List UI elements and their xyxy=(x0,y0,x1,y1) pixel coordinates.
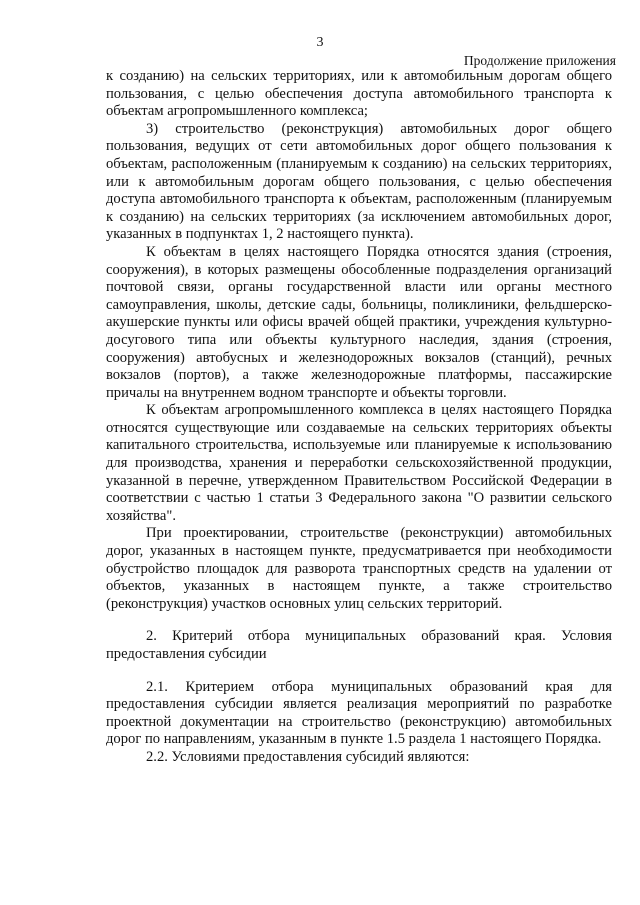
paragraph-2-2: 2.2. Условиями предоставления субсидий являются: xyxy=(146,748,470,765)
paragraph-2-1: 2.1. Критерием отбора муниципальных образований края для предоставления субсидии является реализация мероприятий по разработке проектной документации на строительство (реконструкцию) автомобильных дорог по направлениям, указанным в пункте 1.5 раздела 1 настоящего Порядка. xyxy=(106,678,612,748)
paragraph-agro-objects: К объектам агропромышленного комплекса в целях настоящего Порядка относятся существующие или создаваемые на сельских территориях объекты капитального строительства, используемые или планируемые к использованию для производства, хранения и переработки сельскохозяйственной продукции, указанной в перечне, утвержденном Правительством Российской Федерации в соответствии с частью 1 статьи 3 Федерального закона "О развитии сельского хозяйства". xyxy=(106,402,612,524)
continuation-note: Продолжение приложения xyxy=(463,53,616,68)
page-number: 3 xyxy=(316,35,324,50)
section-heading-2: 2. Критерий отбора муниципальных образований края. Условия предоставления субсидии xyxy=(106,628,612,662)
paragraph-item-3: 3) строительство (реконструкция) автомобильных дорог общего пользования, ведущих от сети автомобильных дорог общего пользования к объектам, расположенным (планируемым к созданию) на сельских территориях, или к автомобильным дорогам общего пользования, с целью обеспечения доступа автомобильного транспорта к объектам, расположенным (планируемым к созданию) на сельских территориях (за исключением автомобильных дорог, указанных в подпунктах 1, 2 настоящего пункта). xyxy=(106,120,612,243)
paragraph-objects: К объектам в целях настоящего Порядка относятся здания (строения, сооружения), в которых размещены обособленные подразделения организаций почтовой связи, органы государственной власти или органы местного самоуправления, школы, детские сады, больницы, поликлиники, фельдшерско-акушерские пункты или офисы врачей общей практики, учреждения культурно-досугового типа или объекты культурного наследия, здания (строения, сооружения) автобусных и железнодорожных вокзалов (станций), речных вокзалов (портов), а также железнодорожные платформы, пассажирские причалы на внутреннем водном транспорте и объекты торговли. xyxy=(106,243,612,401)
document-body xyxy=(106,68,612,767)
paragraph-continuation: к созданию) на сельских территориях, или к автомобильным дорогам общего пользования, с целью обеспечения доступа автомобильного транспорта к объектам агропромышленного комплекса; xyxy=(106,68,612,120)
paragraph-design: При проектировании, строительстве (реконструкции) автомобильных дорог, указанных в настоящем пункте, предусматривается при необходимости обустройство площадок для разворота транспортных средств на удалении от объектов, указанных в настоящем пункте, а также строительство (реконструкция) участков основных улиц сельских территорий. xyxy=(106,525,612,612)
